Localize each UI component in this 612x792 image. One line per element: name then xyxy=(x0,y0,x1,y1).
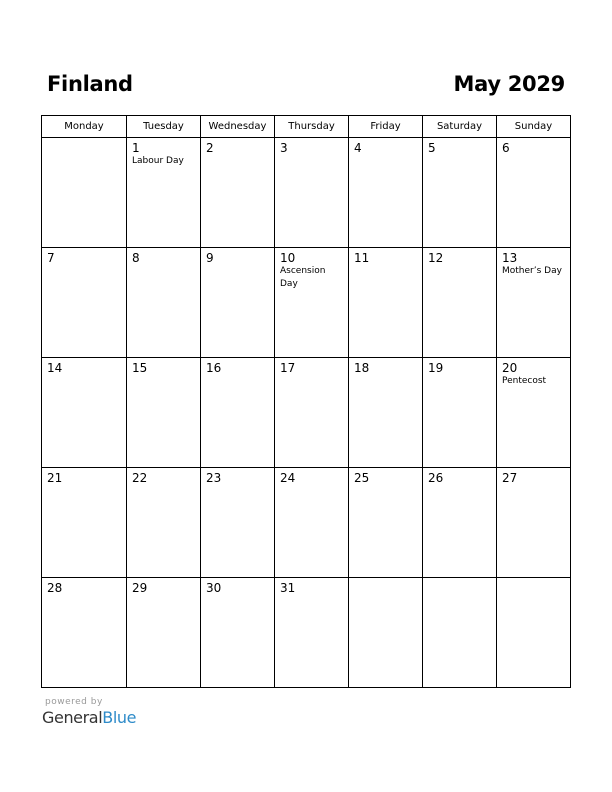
logo-part-general: General xyxy=(42,708,103,727)
day-number: 21 xyxy=(47,471,63,485)
day-number: 26 xyxy=(428,471,444,485)
day-number: 8 xyxy=(132,251,140,265)
day-number: 24 xyxy=(280,471,296,485)
day-number: 5 xyxy=(428,141,436,155)
day-number: 10 xyxy=(280,251,296,265)
day-number: 11 xyxy=(354,251,370,265)
day-cell xyxy=(349,138,423,248)
day-cell xyxy=(497,468,571,578)
day-cell xyxy=(275,358,349,468)
calendar-grid xyxy=(41,115,571,688)
day-number: 18 xyxy=(354,361,370,375)
day-number: 16 xyxy=(206,361,222,375)
day-cell xyxy=(349,358,423,468)
week-row xyxy=(42,248,571,358)
day-number: 12 xyxy=(428,251,444,265)
holiday-label: Labour Day xyxy=(132,156,184,166)
day-cell xyxy=(423,358,497,468)
day-cell xyxy=(201,358,275,468)
day-number: 23 xyxy=(206,471,222,485)
day-cell xyxy=(349,248,423,358)
day-cell xyxy=(275,248,349,358)
holiday-label: Ascension Day xyxy=(280,266,326,289)
weekday-header: Wednesday xyxy=(201,116,275,138)
day-number: 6 xyxy=(502,141,510,155)
holiday-label: Mother’s Day xyxy=(502,266,562,276)
day-cell xyxy=(423,248,497,358)
day-number: 27 xyxy=(502,471,518,485)
day-cell xyxy=(42,468,127,578)
day-number: 7 xyxy=(47,251,55,265)
day-cell xyxy=(423,578,497,688)
day-cell xyxy=(497,578,571,688)
day-cell xyxy=(42,138,127,248)
day-cell xyxy=(349,468,423,578)
weekday-header: Tuesday xyxy=(127,116,201,138)
day-cell xyxy=(42,248,127,358)
day-cell xyxy=(349,578,423,688)
holiday-label: Pentecost xyxy=(502,376,547,386)
day-number: 14 xyxy=(47,361,63,375)
day-number: 2 xyxy=(206,141,214,155)
day-number: 15 xyxy=(132,361,148,375)
weekday-header: Saturday xyxy=(423,116,497,138)
day-cell xyxy=(127,138,201,248)
day-cell xyxy=(127,248,201,358)
weekday-header: Thursday xyxy=(275,116,349,138)
day-cell xyxy=(275,138,349,248)
day-number: 9 xyxy=(206,251,214,265)
day-number: 25 xyxy=(354,471,370,485)
day-number: 22 xyxy=(132,471,148,485)
day-cell xyxy=(201,248,275,358)
day-number: 3 xyxy=(280,141,288,155)
day-cell xyxy=(423,138,497,248)
day-cell xyxy=(127,358,201,468)
day-cell xyxy=(42,578,127,688)
day-number: 17 xyxy=(280,361,296,375)
week-row xyxy=(42,138,571,248)
day-number: 28 xyxy=(47,581,63,595)
day-number: 20 xyxy=(502,361,518,375)
week-row xyxy=(42,468,571,578)
powered-by-text: powered by xyxy=(45,697,103,707)
day-cell xyxy=(423,468,497,578)
week-row xyxy=(42,358,571,468)
day-number: 29 xyxy=(132,581,148,595)
day-number: 19 xyxy=(428,361,444,375)
weekday-header: Monday xyxy=(42,116,127,138)
weekday-header: Sunday xyxy=(497,116,571,138)
day-number: 1 xyxy=(132,141,140,155)
generalblue-logo[interactable] xyxy=(42,708,136,727)
day-cell xyxy=(497,358,571,468)
day-cell xyxy=(275,468,349,578)
day-number: 30 xyxy=(206,581,222,595)
month-year-title: May 2029 xyxy=(453,72,565,96)
day-cell xyxy=(201,578,275,688)
weekday-header-row xyxy=(42,116,571,138)
country-title: Finland xyxy=(47,72,133,96)
day-number: 4 xyxy=(354,141,362,155)
day-cell xyxy=(201,468,275,578)
week-row xyxy=(42,578,571,688)
day-cell xyxy=(42,358,127,468)
day-cell xyxy=(201,138,275,248)
day-cell xyxy=(497,248,571,358)
logo-part-blue: Blue xyxy=(102,708,137,727)
day-cell xyxy=(127,468,201,578)
day-number: 13 xyxy=(502,251,518,265)
day-cell xyxy=(497,138,571,248)
day-number: 31 xyxy=(280,581,296,595)
day-cell xyxy=(275,578,349,688)
weekday-header: Friday xyxy=(349,116,423,138)
day-cell xyxy=(127,578,201,688)
